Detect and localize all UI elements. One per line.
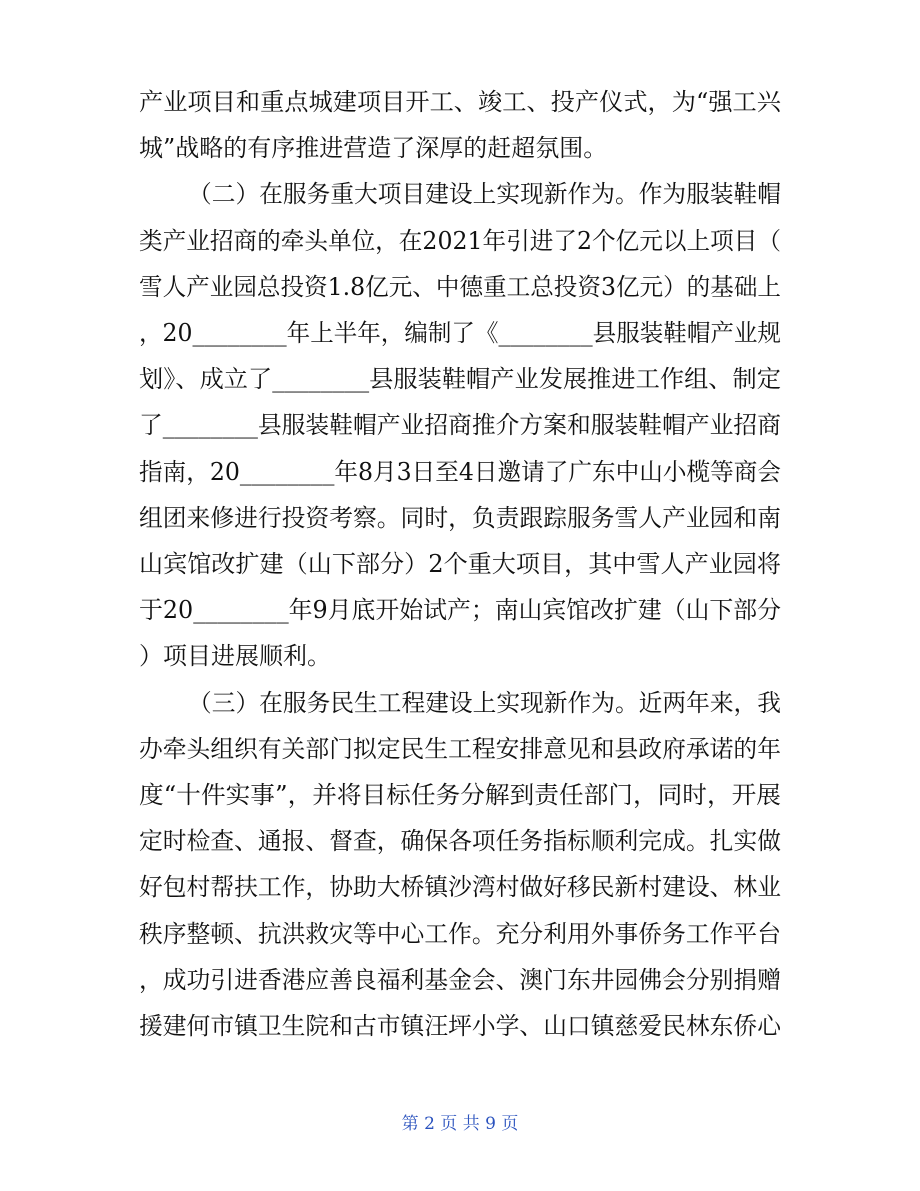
text-line-content: 度“十件实事”，并将目标任务分解到责任部门，同时，开展 xyxy=(139,781,781,809)
text-line-content: 类产业招商的牵头单位，在2021年引进了2个亿元以上项目（ xyxy=(139,226,781,255)
text-line xyxy=(0,495,920,541)
text-line-content: 秩序整顿、抗洪救灾等中心工作。充分利用外事侨务工作平台 xyxy=(139,919,781,948)
text-line-content: ）项目进展顺利。 xyxy=(139,642,331,671)
text-line-content: 好包村帮扶工作，协助大桥镇沙湾村做好移民新村建设、林业 xyxy=(139,873,781,902)
text-line-content: 雪人产业园总投资1.8亿元、中德重工总投资3亿元）的基础上 xyxy=(139,272,782,301)
text-line xyxy=(0,864,920,910)
text-line xyxy=(0,449,920,495)
text-line-content: 山宾馆改扩建（山下部分）2个重大项目，其中雪人产业园将 xyxy=(139,550,782,578)
text-line xyxy=(0,264,920,310)
text-line-content: 组团来修进行投资考察。同时，负责跟踪服务雪人产业园和南 xyxy=(139,503,781,532)
text-line xyxy=(0,957,920,1003)
text-line xyxy=(0,402,920,448)
text-line-content: （二）在服务重大项目建设上实现新作为。作为服装鞋帽 xyxy=(188,180,781,209)
text-line xyxy=(0,680,920,726)
text-line-content: 了________县服装鞋帽产业招商推介方案和服装鞋帽产业招商 xyxy=(139,411,781,440)
text-line-content: ，成功引进香港应善良福利基金会、澳门东井园佛会分别捐赠 xyxy=(139,965,781,994)
text-line-content: 定时检查、通报、督查，确保各项任务指标顺利完成。扎实做 xyxy=(139,827,781,856)
text-line xyxy=(0,633,920,679)
text-line xyxy=(0,310,920,356)
text-line xyxy=(0,171,920,217)
text-line xyxy=(0,1003,920,1049)
text-line-content: 于20________年9月底开始试产；南山宾馆改扩建（山下部分 xyxy=(139,596,782,625)
text-line-content: （三）在服务民生工程建设上实现新作为。近两年来，我 xyxy=(188,688,781,717)
text-line xyxy=(0,818,920,864)
text-line xyxy=(0,125,920,171)
text-line-content: 城”战略的有序推进营造了深厚的赶超氛围。 xyxy=(139,134,608,163)
text-line-content: 产业项目和重点城建项目开工、竣工、投产仪式，为“强工兴 xyxy=(139,88,782,116)
text-line xyxy=(0,218,920,264)
text-line xyxy=(0,541,920,587)
page-footer: 第 2 页 共 9 页 xyxy=(401,1114,519,1134)
text-line xyxy=(0,911,920,957)
text-line xyxy=(0,79,920,125)
text-line xyxy=(0,772,920,818)
text-line-content: 划》、成立了________县服装鞋帽产业发展推进工作组、制定 xyxy=(139,365,781,394)
text-line-content: 办牵头组织有关部门拟定民生工程安排意见和县政府承诺的年 xyxy=(139,734,781,763)
text-line-content: 指南，20________年8月3日至4日邀请了广东中山小榄等商会 xyxy=(139,457,781,486)
text-line xyxy=(0,356,920,402)
text-line xyxy=(0,587,920,633)
text-line xyxy=(0,726,920,772)
text-line-content: 援建何市镇卫生院和古市镇汪坪小学、山口镇慈爱民林东侨心 xyxy=(139,1012,781,1040)
text-line-content: ，20________年上半年，编制了《________县服装鞋帽产业规 xyxy=(139,319,781,347)
